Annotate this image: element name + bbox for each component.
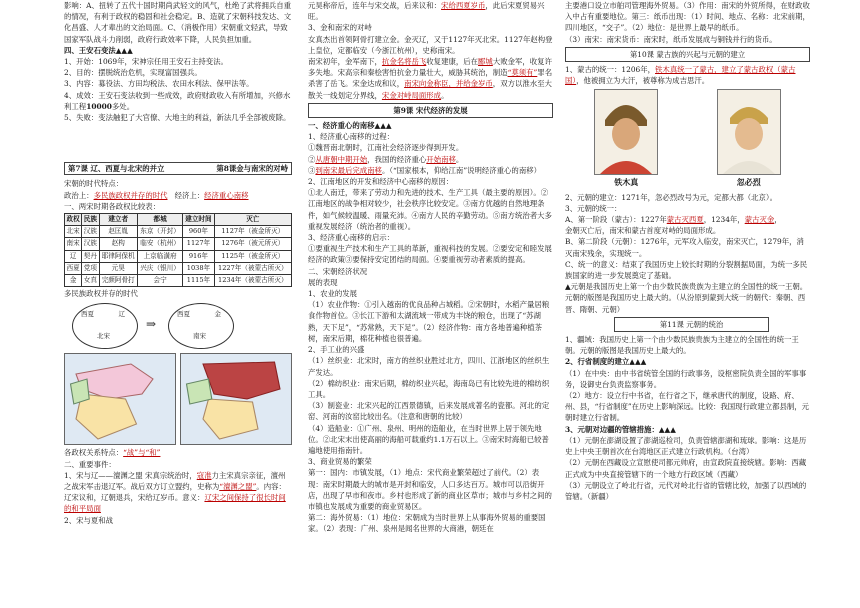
table-cell: 960年 (183, 226, 214, 238)
label: 经济上： (174, 190, 205, 200)
table-cell: 耶律阿保机 (99, 250, 137, 262)
table-cell: 元昊 (99, 262, 137, 274)
text: 元昊称帝后，连年与宋交战，后来议和： (308, 1, 442, 10)
table-cell: 上京临潢府 (137, 250, 182, 262)
regime-label: 辽 (118, 310, 125, 319)
item-text: 多处。 (111, 101, 135, 111)
paragraph (308, 165, 553, 176)
text: 。 (455, 154, 464, 164)
table-row (65, 250, 292, 262)
text: ，此后宋夏贸易兴旺。 (308, 1, 545, 22)
column-header: 灭亡 (214, 214, 291, 226)
paragraph: （1）在中央：由中书省统管全国的行政事务，设枢密院负责全国的军事事务，设御史台负责监察事务。 (565, 368, 807, 389)
map-image (180, 353, 292, 445)
portrait-graphic (718, 90, 780, 174)
lesson-title: 第7课 辽、西夏与北宋的并立 (68, 164, 165, 174)
column-header: 政权 (65, 214, 82, 226)
section-heading: 一、经济重心的南移▲▲▲ (308, 121, 392, 131)
table-cell: 1125年（被金所灭） (214, 250, 291, 262)
list-item: 2、目的：摆脱统治危机，实现富国强兵。 (64, 68, 202, 78)
lesson-header (64, 162, 292, 175)
table-header-row (65, 214, 292, 226)
table-cell: 赵构 (99, 238, 137, 250)
paragraph: （2）棉纺织业：南宋后期，棉纺织业兴起，海南岛已有比较先进的棉纺织工具。 (308, 378, 550, 399)
event-text (64, 470, 292, 515)
paragraph: B、第二阶段（元朝）：1276年，元军攻入临安，南宋灭亡，1279年，消灭南宋残余，实现统一。 (565, 237, 804, 258)
portrait-caption: 忽必烈 (736, 177, 761, 188)
regime-label: 北宋 (97, 332, 110, 341)
table-row (65, 238, 292, 250)
highlight: “莫须有” (507, 68, 538, 78)
map-image (64, 353, 176, 445)
paragraph (308, 56, 553, 101)
portrait-row (565, 89, 810, 188)
table-cell: 1115年 (183, 275, 214, 287)
highlight: 经济重心南移 (204, 190, 249, 200)
text: 力主宋真宗亲征，澶州之战宋军击退辽军。 (64, 470, 286, 492)
highlight: 开始南移 (426, 154, 456, 164)
table-cell: 1227年（被蒙古所灭） (214, 262, 291, 274)
section-heading: 3、元朝对边疆的管辖措施：▲▲▲ (565, 424, 676, 434)
section-heading: 二、重要事件： (64, 459, 116, 469)
label: 政治上： (64, 190, 94, 200)
table-cell: 辽 (65, 250, 82, 262)
map-graphic (181, 354, 291, 444)
text: ③ (308, 165, 316, 175)
paragraph: （1）元朝在澎湖设置了澎湖巡检司，负责管辖澎湖和琉球。影响：这是历史上中央王朝首次在台湾地区正式建立行政机构。（台湾） (565, 435, 807, 457)
paragraph: （2）元朝在西藏设立宣慰使司都元帅府，由宣政院直接统辖。影响：西藏正式成为中央直接管辖下的一个地方行政区域（西藏） (565, 458, 807, 479)
column-header: 建立者 (99, 214, 137, 226)
lesson-header: 第9课 宋代经济的发展 (308, 103, 553, 118)
list-item: 5、失败：变法触犯了大官僚、大地主的利益，新法几乎全部被废除。 (64, 113, 291, 123)
circle-period2 (168, 303, 234, 349)
column-right (565, 0, 810, 608)
highlight: 蒙古灭金 (744, 215, 775, 225)
subheading: 3、金和南宋的对峙 (308, 23, 372, 33)
paragraph: （4）造船业：①广州、泉州、明州的造船业，在当时世界上居于领先地位。②北宋末出使高丽的海船可载重约1.1万石以上。③南宋时海船已较普遍地使用指南针。 (308, 423, 549, 455)
paragraph: （1）农业作物：①引入越南的优良品种占城稻。②宋朝时，水稻产量居粮食作物首位。③长江下游和太湖流域一带成为丰饶的粮仓，出现了“苏湖熟，天下足”，“苏常熟，天下足”。（2）经济作物：南方各地普遍种植茶树，南宋后期，棉花种植也很普遍。 (308, 300, 550, 343)
table-cell: 会宁 (137, 275, 182, 287)
paragraph: （2）地方：设立行中书省，在行省之下，继承唐代的制度，设路、府、州、县，“行省制度”在历史上影响深远。比较：我国现行政建立都县制，元朝时建立行省制。 (565, 391, 810, 423)
column-middle (308, 0, 553, 608)
paragraph: （3）制瓷业：北宋兴起的江西景德镇，后来发展成著名的瓷都。河北的定窑、河南的汝窑比较出名。（注意和唐朝的比较） (308, 401, 550, 422)
text: 南宋初年，金军南下， (308, 57, 382, 67)
regime-table (64, 213, 292, 287)
relation-caption (64, 447, 292, 458)
table-cell: 1234年（被蒙古所灭） (214, 275, 291, 287)
subheading: 多民族政权并存的时代 (64, 289, 138, 299)
table-cell: 916年 (183, 250, 214, 262)
paragraph: 展的表现 (308, 277, 338, 287)
paragraph: 女真杰出首领阿骨打建立金。金灭辽，又于1127年灭北宋。1127年赵构登上皇位，定都临安（今浙江杭州），史称南宋。 (308, 34, 553, 55)
portrait-image (594, 89, 658, 175)
heading-wanganshi: 四、王安石变法▲▲▲ (64, 45, 133, 55)
text: 收复建康，后在 (426, 57, 479, 67)
column-header: 建立时间 (183, 214, 214, 226)
table-row (65, 226, 292, 238)
text: ， (774, 215, 782, 225)
paragraph: 1、农业的发展 (308, 289, 358, 299)
text: 。内容：辽宋议和，辽朝退兵，宋给辽岁币。意义： (64, 482, 286, 503)
section-heading: 2、行省制度的建立▲▲▲ (565, 357, 647, 367)
paragraph: （1）丝织业：北宋时，南方的丝织业胜过北方，四川、江浙地区的丝织生产发达。 (308, 356, 550, 377)
table-cell: 1127年（被金所灭） (214, 226, 291, 238)
text: ，双方以淮水至大散关一线划定分界线， (308, 79, 552, 100)
portrait-card (717, 89, 781, 188)
highlight: 多民族政权并存的时代 (93, 190, 168, 200)
highlight: 从唐朝中期开始 (315, 154, 368, 164)
text: ，我国的经济重心 (367, 154, 427, 164)
map-graphic (65, 354, 175, 444)
paragraph: 1、经济重心南移的过程： (308, 132, 395, 142)
event-text: 2、宋与夏和战 (64, 515, 114, 525)
paragraph (308, 154, 553, 165)
table-row (65, 275, 292, 287)
table-cell: 1276年（被元所灭） (214, 238, 291, 250)
highlight: “战”与“和” (123, 448, 161, 458)
paragraph: 第二：海外贸易：（1）地位：宋朝成为当时世界上从事海外贸易的重要国家。（2）表现：广州、泉州是闻名世界的大商港，朝廷在 (308, 513, 546, 534)
text: 1、蒙古的统一：1206年， (565, 65, 656, 75)
highlight: “澶渊之盟” (219, 482, 257, 492)
paragraph: 2、手工业的兴盛 (308, 345, 365, 355)
table-row (65, 262, 292, 274)
history-maps (64, 353, 292, 445)
highlight: 宋金对峙局面形成 (381, 90, 442, 100)
era-heading: 宋朝的时代特点： (64, 179, 124, 189)
highlight: 到南宋最后完成南移 (315, 165, 382, 175)
text: ，他被拥立为大汗，被尊称为成吉思汗。 (576, 76, 710, 86)
text: ，1234年， (703, 215, 745, 225)
portrait-image (717, 89, 781, 175)
paragraph: （3）南宋：南宋货币：南宋时，纸币发展成与铜钱并行的货币。 (565, 34, 777, 44)
paragraph: C、统一的意义：结束了我国历史上较长时期的分裂割据局面，为统一多民族国家的进一步发展奠定了基础。 (565, 259, 808, 281)
table-cell: 临安（杭州） (137, 238, 182, 250)
table-cell: 汉族 (82, 238, 99, 250)
paragraph: 2、江南地区的开发和经济中心南移的原因： (308, 177, 454, 187)
table-cell: 女真 (82, 275, 99, 287)
highlight: 南宋向金称臣，并给金岁币 (404, 79, 493, 89)
lesson-header: 第10课 蒙古族的兴起与元朝的建立 (565, 47, 810, 62)
list-item: 3、内容：募役法、方田均税法、农田水利法、保甲法等。 (64, 79, 254, 89)
table-cell: 兴庆（银川） (137, 262, 182, 274)
text: 。（“国家根本，仰给江南”说明经济重心的南移） (381, 165, 541, 175)
portrait-graphic (595, 90, 657, 174)
table-cell: 东京（开封） (137, 226, 182, 238)
table-cell: 北宋 (65, 226, 82, 238)
paragraph: ①要重视生产技术和生产工具的革新，重视科技的发展。②要安定和睦发展经济的政策③要保持安定团结的局面。④要重视劳动者素质的提高。 (308, 244, 552, 265)
text: A、第一阶段（蒙古）：1227年 (565, 215, 667, 225)
lesson-header: 第11课 元朝的统治 (614, 317, 769, 332)
table-cell: 汉族 (82, 226, 99, 238)
table-cell: 南宋 (65, 238, 82, 250)
text: 1、宋与辽——澶渊之盟 宋真宗统治时， (64, 470, 197, 480)
paragraph (565, 64, 810, 86)
item-text: 4、成效：王安石变法收到一些成效，政府财政收入有所增加，兴修水利工程 (64, 90, 291, 111)
paragraph (565, 214, 810, 225)
paragraph: 3、商业贸易的繁荣 (308, 457, 372, 467)
paragraph: 2、元朝的建立：1271年，忽必烈改号为元，定都大都（北京）。 (565, 192, 777, 202)
table-cell: 完颜阿骨打 (99, 275, 137, 287)
highlight: 铁木真统一了蒙古，建立了蒙古政权（蒙古国） (565, 65, 796, 86)
highlight: 抗金名将岳飞 (381, 57, 427, 67)
table-cell: 契丹 (82, 250, 99, 262)
regime-label: 西夏 (177, 310, 190, 319)
paragraph: 3、元朝的统一： (565, 203, 622, 213)
paragraph: ①魏晋南北朝时，江南社会经济逐步得到开发。 (308, 143, 464, 153)
list-item: 1、开始：1069年，宋神宗任用王安石主持变法。 (64, 57, 228, 67)
table-cell: 1127年 (183, 238, 214, 250)
paragraph: ①北人南迁，带来了劳动力和先进的技术、生产工具（最主要的原因）。②江南地区的战争相对较少，社会秩序比较安定。③南方优越的自然地理条件，如气候较温暖、雨量充沛。④南方人民的辛勤劳动。⑤南方统治者大多重视发展经济（统治者的重视）。 (308, 188, 552, 231)
highlight: 蒙古灭西夏 (666, 215, 704, 225)
regime-label: 西夏 (81, 310, 94, 319)
paragraph: 主要港口设立市舶司管理海外贸易。（3）作用：南宋的外贸所得，在财政收入中占有重要地位。第三：纸币出现：（1）时间、地点、名称：北宋前期，四川地区，“交子”。（2）地位：是世界上最早的纸币。 (565, 1, 810, 33)
lesson-title: 第8课金与南宋的对峙 (216, 164, 288, 174)
column-header: 民族 (82, 214, 99, 226)
column-header: 都城 (137, 214, 182, 226)
regime-diagram (64, 301, 292, 351)
paragraph: 3、经济重心南移的启示： (308, 233, 395, 243)
text: 罪名杀害了岳飞。宋金达成和议， (308, 68, 553, 89)
portrait-card (594, 89, 658, 188)
paragraph: 第一：国内：市镇发展，（1）地点：宋代商业繁荣超过了前代。（2）表现：南宋时期最大的城市是开封和临安，人口多达百万。城市可以沿街开店，出现了早市和夜市。乡村也形成了新的商业区草市；城市与乡村之间的市镇也发展成为重要的商业贸易区。 (308, 468, 552, 511)
era-features (64, 190, 292, 201)
circle-period1 (72, 303, 138, 349)
highlight: 郾城 (478, 57, 493, 67)
text: 。 (441, 90, 449, 100)
highlight: 寇准 (196, 470, 212, 480)
table-title: 一、两宋时期各政权比较表： (64, 201, 161, 211)
table-cell: 1038年 (183, 262, 214, 274)
paragraph (308, 0, 553, 22)
paragraph: ▲元朝是我国历史上第一个由少数民族贵族为主建立的全国性的统一王朝。元朝的版图是我国历史上最大的。（从汾原到蒙到大统一的朝代：秦朝、西晋、隋朝、元朝） (565, 282, 808, 314)
paragraph: 二、宋朝经济状况 (308, 266, 368, 276)
portrait-caption: 铁木真 (614, 177, 639, 188)
text: 战后双方订立盟约，史称为 (130, 482, 220, 492)
table-cell: 赵匡胤 (99, 226, 137, 238)
paragraph: 金朝灭亡后，南宋和蒙古首度对峙的局面形成。 (565, 226, 721, 236)
paragraph: 1、疆域：我国历史上第一个由少数民族贵族为主建立的全国性的统一王朝。元朝的版图是我国历史上最大的。 (565, 335, 799, 356)
highlight: 宋给西夏岁币 (441, 1, 486, 10)
item-number: 10000 (86, 101, 112, 111)
regime-label: 南宋 (193, 332, 206, 341)
table-cell: 党项 (82, 262, 99, 274)
caption-label: 各政权关系特点： (64, 448, 124, 458)
paragraph: （3）元朝设立了岭北行省，元代对岭北行省的管辖比较，加强了以西域的管辖。（新疆） (565, 480, 807, 501)
column-left (64, 0, 292, 608)
table-cell: 西夏 (65, 262, 82, 274)
paragraph-influence: 影响：A、扭转了五代十国时期尚武轻文的风气，杜绝了武将拥兵自重的情况，有利于政权的稳固和社会稳定。B、造就了宋朝科技发达、文化昌盛、人才辈出的文治局面。C、（消极作用）宋朝重文轻武，导致国家军队战斗力削弱，政府行政效率下降，人民负担加重。 (64, 1, 292, 44)
table-cell: 金 (65, 275, 82, 287)
regime-label: 金 (214, 310, 221, 319)
arrow-icon: ⇒ (146, 317, 157, 332)
text: ② (308, 154, 316, 164)
highlight: 辽宋之间保持了很长时间的和平局面 (64, 493, 286, 514)
list-item (64, 90, 292, 112)
text: 大败金军，收复许多失地。宋高宗和秦桧害怕抗金力量壮大，威胁其统治，制造 (308, 57, 552, 78)
